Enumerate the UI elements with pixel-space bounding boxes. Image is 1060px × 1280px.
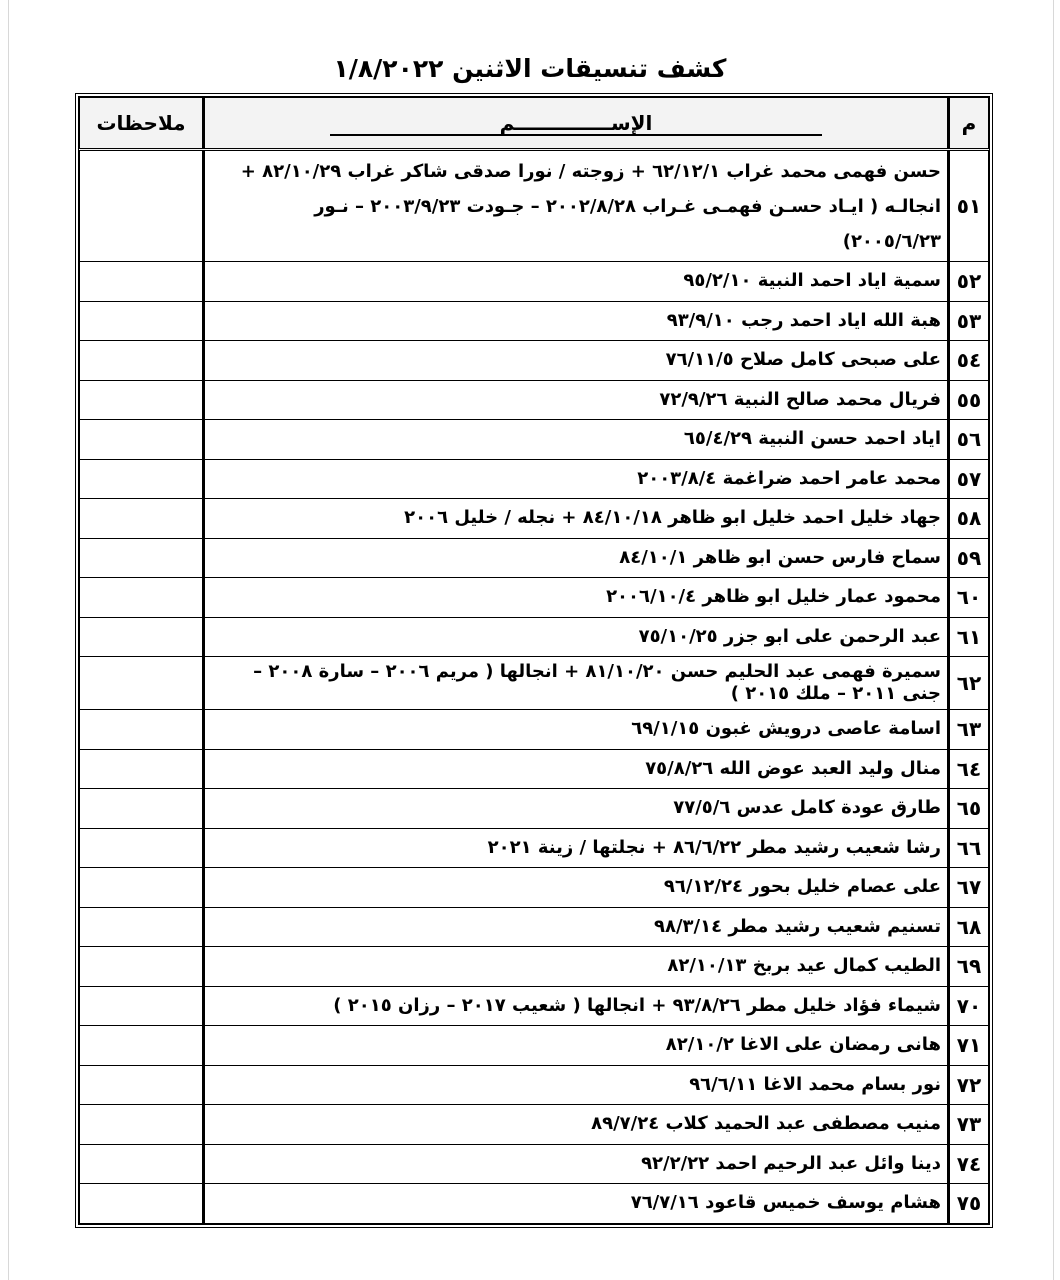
row-name: على عصام خليل بحور ٩٦/١٢/٢٤ [204, 868, 949, 908]
table-row [80, 617, 989, 657]
row-name: الطيب كمال عيد بربخ ٨٢/١٠/١٣ [204, 947, 949, 987]
row-notes [80, 907, 204, 947]
row-number: ٦٨ [949, 907, 989, 947]
row-name: منيب مصطفى عبد الحميد كلاب ٨٩/٧/٢٤ [204, 1105, 949, 1145]
row-number: ٥٦ [949, 420, 989, 460]
row-name: حسن فهمى محمد غراب ٦٢/١٢/١ + زوجته / نورا صدقى شاكر غراب ٨٢/١٠/٢٩ + انجالـه ( ايـاد حسـن فهمـى غـراب ٢٠٠٢/٨/٢٨ – جـودت ٢٠٠٣/٩/٢٣ – نـور ٢٠٠٥/٦/٢٣) [204, 150, 949, 262]
row-name: اسامة عاصى درويش غبون ٦٩/١/١٥ [204, 710, 949, 750]
row-number: ٧٠ [949, 986, 989, 1026]
table-row [80, 459, 989, 499]
header-name [204, 98, 949, 150]
table-row [80, 1144, 989, 1184]
row-name: محمد عامر احمد ضراغمة ٢٠٠٣/٨/٤ [204, 459, 949, 499]
row-notes [80, 947, 204, 987]
row-name: على صبحى كامل صلاح ٧٦/١١/٥ [204, 341, 949, 381]
row-notes [80, 710, 204, 750]
table-row [80, 420, 989, 460]
header-notes: ملاحظات [80, 98, 204, 150]
header-number: م [949, 98, 989, 150]
table-row [80, 262, 989, 302]
table-row [80, 301, 989, 341]
row-name: منال وليد العبد عوض الله ٧٥/٨/٢٦ [204, 749, 949, 789]
row-notes [80, 789, 204, 829]
table-row [80, 380, 989, 420]
table-row [80, 150, 989, 262]
row-number: ٥٣ [949, 301, 989, 341]
row-number: ٦٦ [949, 828, 989, 868]
row-notes [80, 459, 204, 499]
row-number: ٧١ [949, 1026, 989, 1066]
row-notes [80, 986, 204, 1026]
row-number: ٦٥ [949, 789, 989, 829]
row-number: ٦٤ [949, 749, 989, 789]
row-number: ٦٢ [949, 657, 989, 710]
names-table [79, 97, 989, 1224]
table-row [80, 907, 989, 947]
row-number: ٧٥ [949, 1184, 989, 1224]
document-title: كشف تنسيقات الاثنين ١/٨/٢٠٢٢ [333, 54, 727, 83]
row-number: ٥٢ [949, 262, 989, 302]
row-notes [80, 828, 204, 868]
table-row [80, 710, 989, 750]
row-number: ٥١ [949, 150, 989, 262]
row-name: سماح فارس حسن ابو ظاهر ٨٤/١٠/١ [204, 538, 949, 578]
table-row [80, 947, 989, 987]
table-row [80, 1184, 989, 1224]
row-name: محمود عمار خليل ابو ظاهر ٢٠٠٦/١٠/٤ [204, 578, 949, 618]
row-notes [80, 657, 204, 710]
row-name: هبة الله اياد احمد رجب ٩٣/٩/١٠ [204, 301, 949, 341]
row-name: شيماء فؤاد خليل مطر ٩٣/٨/٢٦ + انجالها ( شعيب ٢٠١٧ – رزان ٢٠١٥ ) [204, 986, 949, 1026]
row-name: جهاد خليل احمد خليل ابو ظاهر ٨٤/١٠/١٨ + نجله / خليل ٢٠٠٦ [204, 499, 949, 539]
row-notes [80, 150, 204, 262]
row-number: ٦٧ [949, 868, 989, 908]
row-notes [80, 1144, 204, 1184]
row-number: ٥٧ [949, 459, 989, 499]
row-number: ٦٩ [949, 947, 989, 987]
row-number: ٧٤ [949, 1144, 989, 1184]
row-number: ٦٠ [949, 578, 989, 618]
row-notes [80, 262, 204, 302]
row-name: سميرة فهمى عبد الحليم حسن ٨١/١٠/٢٠ + انجالها ( مريم ٢٠٠٦ – سارة ٢٠٠٨ – جنى ٢٠١١ – ملك ٢٠١٥ ) [204, 657, 949, 710]
row-notes [80, 1105, 204, 1145]
table-row [80, 868, 989, 908]
table-row [80, 789, 989, 829]
row-notes [80, 1026, 204, 1066]
row-name: هشام يوسف خميس قاعود ٧٦/٧/١٦ [204, 1184, 949, 1224]
row-notes [80, 868, 204, 908]
row-number: ٥٥ [949, 380, 989, 420]
row-number: ٥٩ [949, 538, 989, 578]
row-notes [80, 380, 204, 420]
table-row [80, 986, 989, 1026]
row-number: ٦١ [949, 617, 989, 657]
table-row [80, 578, 989, 618]
row-name: تسنيم شعيب رشيد مطر ٩٨/٣/١٤ [204, 907, 949, 947]
row-notes [80, 301, 204, 341]
row-notes [80, 499, 204, 539]
header-name-label: الإســــــــــــــم [330, 112, 823, 136]
table-row [80, 499, 989, 539]
row-number: ٥٨ [949, 499, 989, 539]
row-notes [80, 1065, 204, 1105]
row-number: ٧٢ [949, 1065, 989, 1105]
table-row [80, 1105, 989, 1145]
row-notes [80, 1184, 204, 1224]
row-notes [80, 538, 204, 578]
row-name: رشا شعيب رشيد مطر ٨٦/٦/٢٢ + نجلتها / زينة ٢٠٢١ [204, 828, 949, 868]
row-number: ٧٣ [949, 1105, 989, 1145]
table-row [80, 749, 989, 789]
row-name: سمية اياد احمد النبية ٩٥/٢/١٠ [204, 262, 949, 302]
row-name: نور بسام محمد الاغا ٩٦/٦/١١ [204, 1065, 949, 1105]
row-notes [80, 578, 204, 618]
row-notes [80, 341, 204, 381]
row-name: هانى رمضان على الاغا ٨٢/١٠/٢ [204, 1026, 949, 1066]
table-row [80, 538, 989, 578]
row-name: اياد احمد حسن النبية ٦٥/٤/٢٩ [204, 420, 949, 460]
row-notes [80, 617, 204, 657]
row-number: ٥٤ [949, 341, 989, 381]
table-row [80, 828, 989, 868]
row-notes [80, 420, 204, 460]
row-name: فريال محمد صالح النبية ٧٢/٩/٢٦ [204, 380, 949, 420]
header-row [80, 98, 989, 150]
row-name: طارق عودة كامل عدس ٧٧/٥/٦ [204, 789, 949, 829]
table-row [80, 341, 989, 381]
table-row [80, 1065, 989, 1105]
table-row [80, 657, 989, 710]
coordination-table [75, 93, 993, 1228]
row-number: ٦٣ [949, 710, 989, 750]
row-name: عبد الرحمن على ابو جزر ٧٥/١٠/٢٥ [204, 617, 949, 657]
row-notes [80, 749, 204, 789]
table-row [80, 1026, 989, 1066]
row-name: دينا وائل عبد الرحيم احمد ٩٢/٢/٢٢ [204, 1144, 949, 1184]
